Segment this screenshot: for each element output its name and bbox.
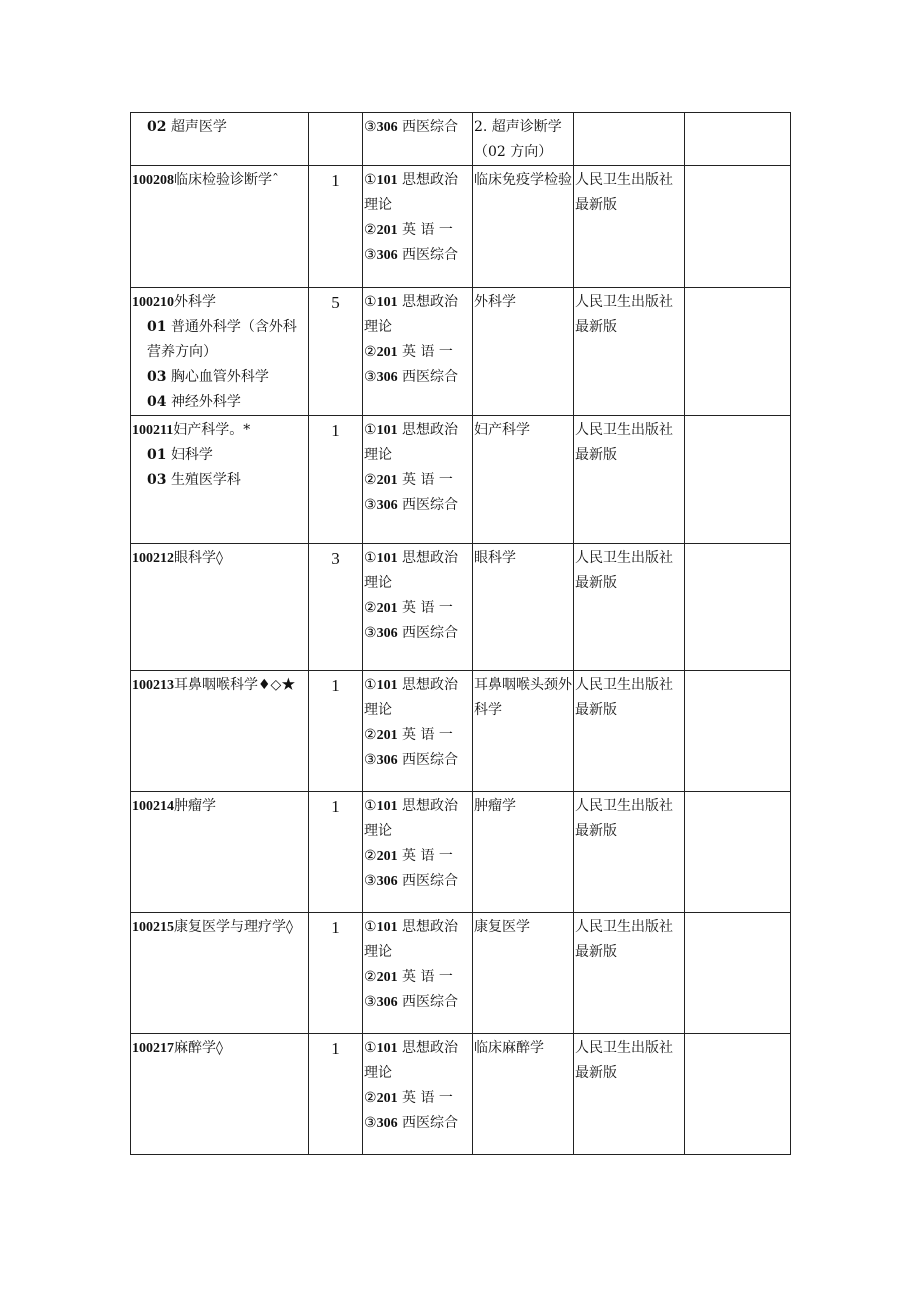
subject-name: 思想政治理论 — [364, 172, 459, 213]
major-cell — [131, 671, 309, 792]
subject-name: 英 语 一 — [402, 472, 453, 488]
exam-subject — [364, 596, 471, 621]
subject-name: 英 语 一 — [402, 600, 453, 616]
direction-name: 神经外科学 — [170, 394, 241, 410]
exam-subject — [364, 290, 471, 340]
major-name: 临床检验诊断学ˆ — [174, 172, 279, 188]
subject-code: 201 — [376, 728, 398, 743]
reference-book-cell — [473, 913, 574, 1034]
subject-code: 201 — [376, 473, 398, 488]
publisher-cell — [574, 1034, 685, 1155]
major-cell — [131, 792, 309, 913]
exam-subject — [364, 673, 471, 723]
major-title — [132, 915, 307, 940]
subject-order-mark: ② — [364, 222, 377, 238]
subject-order-mark: ① — [364, 1040, 377, 1056]
major-title — [132, 546, 307, 571]
exam-subjects-cell — [363, 544, 473, 671]
table-row — [131, 288, 791, 416]
exam-subjects-cell — [363, 288, 473, 416]
reference-book: 外科学 — [474, 294, 516, 310]
subject-order-mark: ② — [364, 727, 377, 743]
exam-subject — [364, 115, 471, 140]
reference-book-cell — [473, 166, 574, 288]
subject-name: 西医综合 — [402, 994, 459, 1010]
enrollment-count-cell — [309, 544, 363, 671]
publisher-cell — [574, 792, 685, 913]
subject-name: 思想政治理论 — [364, 294, 459, 335]
exam-subject — [364, 748, 471, 773]
enrollment-count-cell — [309, 113, 363, 166]
major-title — [132, 794, 307, 819]
exam-subjects-cell — [363, 416, 473, 544]
exam-subject — [364, 365, 471, 390]
enrollment-count: 1 — [331, 421, 340, 440]
exam-subject — [364, 915, 471, 965]
subject-code: 306 — [376, 626, 398, 641]
enrollment-count: 1 — [331, 797, 340, 816]
enrollment-count-cell — [309, 792, 363, 913]
publisher-cell — [574, 544, 685, 671]
subject-order-mark: ① — [364, 422, 377, 438]
table-body — [131, 113, 791, 1155]
reference-book: 临床免疫学检验 — [474, 172, 572, 188]
research-direction — [132, 390, 307, 415]
subject-code: 201 — [376, 970, 398, 985]
exam-subjects-cell — [363, 113, 473, 166]
exam-subjects-cell — [363, 792, 473, 913]
subject-order-mark: ② — [364, 1090, 377, 1106]
subject-code: 101 — [376, 799, 398, 814]
table-row — [131, 416, 791, 544]
research-direction — [132, 115, 307, 140]
enrollment-count: 1 — [331, 676, 340, 695]
enrollment-count-cell — [309, 288, 363, 416]
major-cell — [131, 544, 309, 671]
subject-order-mark: ② — [364, 600, 377, 616]
subject-code: 201 — [376, 345, 398, 360]
exam-subjects-cell — [363, 913, 473, 1034]
exam-subject — [364, 418, 471, 468]
subject-code: 101 — [376, 173, 398, 188]
note-cell — [685, 792, 791, 913]
major-code: 100212 — [132, 551, 174, 566]
major-title — [132, 418, 307, 443]
exam-subject — [364, 723, 471, 748]
direction-code: 04 — [147, 394, 167, 410]
subject-name: 英 语 一 — [402, 344, 453, 360]
exam-subject — [364, 794, 471, 844]
note-cell — [685, 671, 791, 792]
subject-code: 201 — [376, 1091, 398, 1106]
subject-code: 306 — [376, 498, 398, 513]
table-row — [131, 792, 791, 913]
reference-book-cell — [473, 671, 574, 792]
subject-order-mark: ② — [364, 344, 377, 360]
exam-subject — [364, 965, 471, 990]
table-row — [131, 113, 791, 166]
subject-name: 西医综合 — [402, 119, 459, 135]
subject-name: 西医综合 — [402, 873, 459, 889]
subject-code: 306 — [376, 995, 398, 1010]
major-name: 耳鼻咽喉科学♦◇★ — [174, 677, 296, 693]
enrollment-count: 1 — [331, 1039, 340, 1058]
subject-code: 201 — [376, 223, 398, 238]
research-direction — [132, 315, 307, 365]
reference-book-cell — [473, 416, 574, 544]
subject-order-mark: ③ — [364, 752, 377, 768]
major-cell — [131, 913, 309, 1034]
exam-catalog-table — [130, 112, 791, 1155]
subject-order-mark: ① — [364, 294, 377, 310]
note-cell — [685, 544, 791, 671]
major-code: 100214 — [132, 799, 174, 814]
major-code: 100210 — [132, 295, 174, 310]
reference-book-cell — [473, 792, 574, 913]
exam-subject — [364, 493, 471, 518]
major-name: 眼科学◊ — [174, 550, 223, 566]
note-cell — [685, 166, 791, 288]
exam-subject — [364, 1086, 471, 1111]
table-row — [131, 1034, 791, 1155]
major-code: 100213 — [132, 678, 174, 693]
reference-book-cell — [473, 1034, 574, 1155]
exam-subject — [364, 546, 471, 596]
direction-name: 胸心血管外科学 — [170, 369, 269, 385]
subject-order-mark: ③ — [364, 873, 377, 889]
publisher: 人民卫生出版社最新版 — [575, 919, 673, 960]
subject-order-mark: ① — [364, 172, 377, 188]
subject-code: 101 — [376, 1041, 398, 1056]
major-code: 100211 — [132, 423, 174, 438]
major-name: 康复医学与理疗学◊ — [174, 919, 293, 935]
enrollment-count: 1 — [331, 171, 340, 190]
publisher-cell — [574, 913, 685, 1034]
subject-code: 306 — [376, 370, 398, 385]
reference-book: 耳鼻咽喉头颈外科学 — [474, 677, 572, 718]
subject-code: 306 — [376, 120, 398, 135]
reference-book-cell — [473, 288, 574, 416]
major-cell — [131, 1034, 309, 1155]
enrollment-count: 1 — [331, 918, 340, 937]
exam-subject — [364, 218, 471, 243]
exam-subject — [364, 168, 471, 218]
major-code: 100208 — [132, 173, 174, 188]
reference-book: 眼科学 — [474, 550, 516, 566]
reference-book-cell — [473, 113, 574, 166]
publisher: 人民卫生出版社最新版 — [575, 798, 673, 839]
subject-order-mark: ③ — [364, 625, 377, 641]
subject-name: 西医综合 — [402, 625, 459, 641]
subject-name: 西医综合 — [402, 1115, 459, 1131]
exam-subject — [364, 844, 471, 869]
major-title — [132, 168, 307, 193]
subject-name: 思想政治理论 — [364, 677, 459, 718]
major-cell — [131, 113, 309, 166]
subject-code: 101 — [376, 678, 398, 693]
major-cell — [131, 416, 309, 544]
subject-order-mark: ③ — [364, 497, 377, 513]
major-name: 外科学 — [174, 294, 216, 310]
note-cell — [685, 913, 791, 1034]
subject-name: 西医综合 — [402, 752, 459, 768]
enrollment-count: 3 — [331, 549, 340, 568]
subject-order-mark: ② — [364, 472, 377, 488]
publisher: 人民卫生出版社最新版 — [575, 677, 673, 718]
enrollment-count-cell — [309, 416, 363, 544]
subject-order-mark: ③ — [364, 1115, 377, 1131]
exam-subjects-cell — [363, 671, 473, 792]
subject-name: 思想政治理论 — [364, 1040, 459, 1081]
reference-book-cell — [473, 544, 574, 671]
direction-name: 普通外科学（含外科营养方向） — [147, 319, 297, 360]
subject-order-mark: ② — [364, 848, 377, 864]
subject-order-mark: ① — [364, 677, 377, 693]
exam-subject — [364, 468, 471, 493]
direction-code: 01 — [147, 319, 167, 335]
publisher: 人民卫生出版社最新版 — [575, 294, 673, 335]
publisher-cell — [574, 113, 685, 166]
subject-code: 306 — [376, 874, 398, 889]
reference-book: 康复医学 — [474, 919, 530, 935]
table-row — [131, 671, 791, 792]
note-cell — [685, 288, 791, 416]
major-name: 妇产科学。* — [173, 422, 251, 438]
exam-subjects-cell — [363, 166, 473, 288]
subject-name: 英 语 一 — [402, 848, 453, 864]
major-cell — [131, 288, 309, 416]
enrollment-count-cell — [309, 1034, 363, 1155]
direction-code: 01 — [147, 447, 167, 463]
enrollment-count-cell — [309, 913, 363, 1034]
exam-subject — [364, 990, 471, 1015]
major-title — [132, 1036, 307, 1061]
publisher-cell — [574, 416, 685, 544]
subject-code: 101 — [376, 295, 398, 310]
table-row — [131, 166, 791, 288]
enrollment-count-cell — [309, 166, 363, 288]
subject-code: 306 — [376, 753, 398, 768]
subject-name: 西医综合 — [402, 497, 459, 513]
publisher: 人民卫生出版社最新版 — [575, 550, 673, 591]
research-direction — [132, 468, 307, 493]
major-name: 肿瘤学 — [174, 798, 216, 814]
subject-code: 201 — [376, 849, 398, 864]
direction-name: 生殖医学科 — [170, 472, 241, 488]
reference-book: 妇产科学 — [474, 422, 530, 438]
note-cell — [685, 113, 791, 166]
subject-name: 思想政治理论 — [364, 550, 459, 591]
subject-name: 思想政治理论 — [364, 919, 459, 960]
reference-book: 2. 超声诊断学（02 方向） — [474, 119, 562, 160]
exam-subject — [364, 1036, 471, 1086]
publisher-cell — [574, 288, 685, 416]
direction-name: 超声医学 — [170, 119, 227, 135]
reference-book: 临床麻醉学 — [474, 1040, 544, 1056]
major-title — [132, 673, 307, 698]
exam-subject — [364, 340, 471, 365]
research-direction — [132, 365, 307, 390]
subject-code: 306 — [376, 1116, 398, 1131]
major-code: 100217 — [132, 1041, 174, 1056]
subject-order-mark: ③ — [364, 369, 377, 385]
major-title — [132, 290, 307, 315]
subject-name: 思想政治理论 — [364, 422, 459, 463]
subject-code: 306 — [376, 248, 398, 263]
subject-order-mark: ① — [364, 919, 377, 935]
note-cell — [685, 1034, 791, 1155]
subject-code: 101 — [376, 920, 398, 935]
enrollment-count-cell — [309, 671, 363, 792]
exam-subject — [364, 1111, 471, 1136]
exam-subject — [364, 243, 471, 268]
publisher: 人民卫生出版社最新版 — [575, 1040, 673, 1081]
enrollment-count: 5 — [331, 293, 340, 312]
subject-name: 英 语 一 — [402, 222, 453, 238]
exam-subjects-cell — [363, 1034, 473, 1155]
publisher: 人民卫生出版社最新版 — [575, 172, 673, 213]
subject-order-mark: ② — [364, 969, 377, 985]
direction-code: 02 — [147, 119, 167, 135]
publisher: 人民卫生出版社最新版 — [575, 422, 673, 463]
subject-name: 英 语 一 — [402, 969, 453, 985]
major-name: 麻醉学◊ — [174, 1040, 223, 1056]
table-row — [131, 913, 791, 1034]
subject-name: 西医综合 — [402, 247, 459, 263]
subject-code: 101 — [376, 423, 398, 438]
subject-order-mark: ③ — [364, 994, 377, 1010]
subject-name: 英 语 一 — [402, 727, 453, 743]
subject-code: 201 — [376, 601, 398, 616]
subject-code: 101 — [376, 551, 398, 566]
subject-order-mark: ① — [364, 798, 377, 814]
subject-name: 英 语 一 — [402, 1090, 453, 1106]
subject-order-mark: ① — [364, 550, 377, 566]
subject-name: 思想政治理论 — [364, 798, 459, 839]
exam-subject — [364, 869, 471, 894]
direction-code: 03 — [147, 472, 167, 488]
major-cell — [131, 166, 309, 288]
research-direction — [132, 443, 307, 468]
publisher-cell — [574, 166, 685, 288]
reference-book: 肿瘤学 — [474, 798, 516, 814]
publisher-cell — [574, 671, 685, 792]
subject-order-mark: ③ — [364, 119, 377, 135]
subject-name: 西医综合 — [402, 369, 459, 385]
subject-order-mark: ③ — [364, 247, 377, 263]
note-cell — [685, 416, 791, 544]
direction-code: 03 — [147, 369, 167, 385]
table-row — [131, 544, 791, 671]
direction-name: 妇科学 — [170, 447, 213, 463]
major-code: 100215 — [132, 920, 174, 935]
exam-subject — [364, 621, 471, 646]
